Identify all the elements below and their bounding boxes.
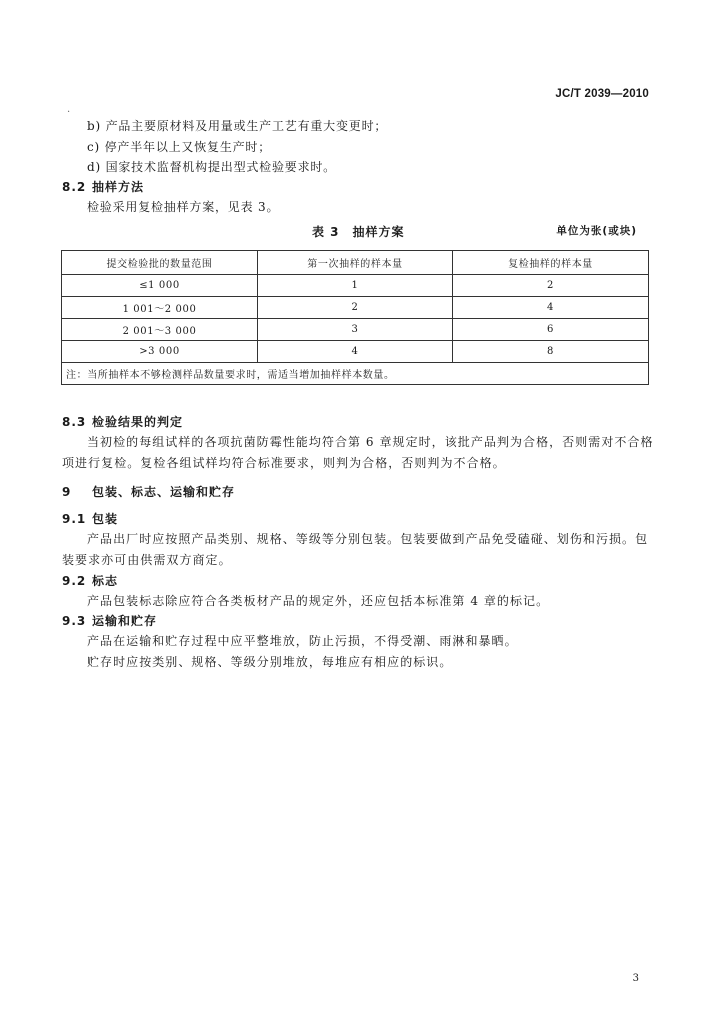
table-row bbox=[62, 319, 649, 341]
table-cell: 2 bbox=[453, 275, 649, 297]
section-8-2-heading bbox=[62, 178, 144, 195]
standard-code-header: JC/T 2039—2010 bbox=[555, 88, 649, 100]
section-9-heading bbox=[62, 483, 235, 500]
list-item-d: d) 国家技术监督机构提出型式检验要求时。 bbox=[87, 160, 336, 174]
table-note: 注：当所抽样本不够检测样品数量要求时，需适当增加抽样样本数量。 bbox=[62, 363, 649, 385]
table-header-cell: 提交检验批的数量范围 bbox=[62, 251, 258, 275]
section-9-3-line-2: 贮存时应按类别、规格、等级分别堆放，每堆应有相应的标识。 bbox=[87, 655, 453, 669]
table-cell: 8 bbox=[453, 341, 649, 363]
section-title: 运输和贮存 bbox=[92, 614, 158, 628]
table-note-row bbox=[62, 363, 649, 385]
section-title: 标志 bbox=[92, 574, 119, 588]
stray-dot-mark: . bbox=[67, 104, 71, 115]
table-header-row bbox=[62, 251, 649, 275]
section-8-3-line-1: 当初检的每组试样的各项抗菌防霉性能均符合第 6 章规定时，该批产品判为合格，否则需对不合格 bbox=[87, 435, 654, 449]
table-cell: 4 bbox=[258, 341, 453, 363]
table-cell: >3 000 bbox=[62, 341, 258, 363]
table-cell: 6 bbox=[453, 319, 649, 341]
section-9-1-heading bbox=[62, 510, 118, 527]
section-8-3-line-2: 项进行复检。复检各组试样均符合标准要求，则判为合格，否则判为不合格。 bbox=[62, 456, 506, 470]
section-number: 9.3 bbox=[62, 614, 87, 628]
page-number: 3 bbox=[632, 973, 639, 984]
table-cell: 4 bbox=[453, 297, 649, 319]
section-8-2-text: 检验采用复检抽样方案，见表 3。 bbox=[87, 200, 280, 214]
table-header-cell: 第一次抽样的样本量 bbox=[258, 251, 453, 275]
section-number: 8.3 bbox=[62, 415, 87, 429]
table-row bbox=[62, 341, 649, 363]
section-number: 9.2 bbox=[62, 574, 87, 588]
section-title: 包装 bbox=[92, 512, 119, 526]
section-9-3-line-1: 产品在运输和贮存过程中应平整堆放，防止污损，不得受潮、雨淋和暴晒。 bbox=[87, 634, 518, 648]
section-number: 8.2 bbox=[62, 180, 87, 194]
section-9-2-line-1: 产品包装标志除应符合各类板材产品的规定外，还应包括本标准第 4 章的标记。 bbox=[87, 594, 550, 608]
table-header-cell: 复检抽样的样本量 bbox=[453, 251, 649, 275]
section-9-1-line-1: 产品出厂时应按照产品类别、规格、等级等分别包装。包装要做到产品免受磕碰、划伤和污损。包 bbox=[87, 532, 649, 546]
table-cell: ≤1 000 bbox=[62, 275, 258, 297]
section-title: 检验结果的判定 bbox=[92, 415, 184, 429]
section-title: 包装、标志、运输和贮存 bbox=[92, 485, 236, 499]
table-caption: 表 3 抽样方案 bbox=[312, 225, 405, 239]
list-item-b: b) 产品主要原材料及用量或生产工艺有重大变更时； bbox=[87, 119, 388, 133]
section-9-2-heading bbox=[62, 572, 118, 589]
section-9-1-line-2: 装要求亦可由供需双方商定。 bbox=[62, 553, 232, 567]
table-cell: 3 bbox=[258, 319, 453, 341]
section-title: 抽样方法 bbox=[92, 180, 145, 194]
table-cell: 1 001～2 000 bbox=[62, 297, 258, 319]
table-row bbox=[62, 275, 649, 297]
table-cell: 2 001～3 000 bbox=[62, 319, 258, 341]
table-cell: 1 bbox=[258, 275, 453, 297]
section-number: 9.1 bbox=[62, 512, 87, 526]
sampling-table bbox=[61, 250, 649, 385]
table-unit: 单位为张(或块) bbox=[556, 225, 637, 237]
section-8-3-heading bbox=[62, 413, 183, 430]
section-number: 9 bbox=[62, 485, 72, 499]
section-9-3-heading bbox=[62, 612, 157, 629]
table-row bbox=[62, 297, 649, 319]
table-cell: 2 bbox=[258, 297, 453, 319]
list-item-c: c) 停产半年以上又恢复生产时； bbox=[87, 140, 272, 154]
